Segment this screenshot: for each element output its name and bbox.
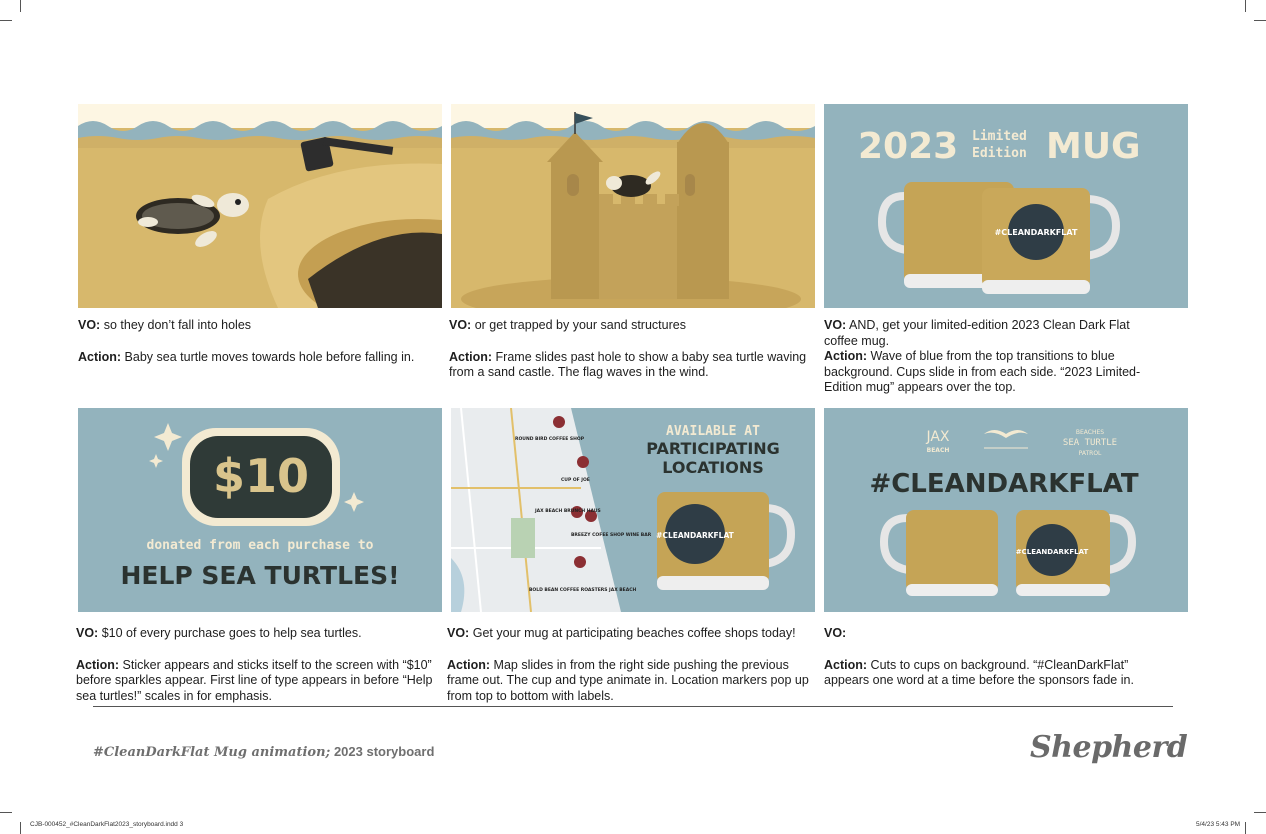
svg-text:SEA TURTLE: SEA TURTLE <box>1062 438 1118 448</box>
panel-3-caption <box>824 318 1164 396</box>
donation-line-2: HELP SEA TURTLES! <box>120 561 400 590</box>
crop-mark <box>1245 0 1246 12</box>
action-text: Wave of blue from the top transitions to blue background. Cups slide in from each side. “2023 Limited-Edition mug” appears over the top. <box>824 349 1141 394</box>
location-label: CUP OF JOE <box>561 478 590 483</box>
location-label: ROUND BIRD COFFEE SHOP <box>515 437 585 442</box>
vo-label: VO: <box>449 318 472 332</box>
panel-5-caption <box>447 626 819 704</box>
action-text: Cuts to cups on background. “#CleanDarkFlat” appears one word at a time before the sponsors fade in. <box>824 657 1134 687</box>
svg-text:PATROL: PATROL <box>1078 450 1102 457</box>
vo-label: VO: <box>824 626 847 640</box>
storyboard-frame-5 <box>451 408 815 612</box>
document-title-rest: 2023 storyboard <box>333 744 435 759</box>
action-label: Action: <box>76 657 120 672</box>
panel-1-caption <box>78 318 450 365</box>
storyboard-frame-2 <box>451 104 815 308</box>
vo-text: AND, get your limited-edition 2023 Clean Dark Flat coffee mug. <box>824 318 1130 348</box>
document-title-italic: #CleanDarkFlat Mug animation; <box>93 745 331 760</box>
document-title <box>93 744 434 760</box>
crop-mark <box>0 20 12 21</box>
cup-label: #CLEANDARKFLAT <box>656 531 734 540</box>
vo-text: so they don’t fall into holes <box>103 318 252 332</box>
vo-text: Get your mug at participating beaches coffee shops today! <box>472 626 796 640</box>
mug-text: MUG <box>1046 126 1141 167</box>
action-text: Map slides in from the right side pushing the previous frame out. The cup and type animate in. Location markers pop up from top to bottom with labels. <box>447 657 809 703</box>
action-text: Sticker appears and sticks itself to the screen with “$10” before sparkles appear. First line of type appears in before “Help sea turtles!” scales in for emphasis. <box>76 657 433 703</box>
file-slug: CJB-000452_#CleanDarkFlat2023_storyboard.indd 3 <box>30 821 184 828</box>
limited-mug-illustration <box>824 104 1188 308</box>
donation-line-1: donated from each purchase to <box>146 538 374 553</box>
cup-label: #CLEANDARKFLAT <box>1015 548 1089 556</box>
turtle-hole-illustration <box>78 104 442 308</box>
headline-2: PARTICIPATING <box>646 439 780 458</box>
storyboard-frame-3 <box>824 104 1188 308</box>
location-label: BREEZY COFEE SHOP WINE BAR <box>571 533 652 538</box>
crop-mark <box>0 812 12 813</box>
sand-castle-illustration <box>451 104 815 308</box>
print-timestamp: 5/4/23 5:43 PM <box>1196 821 1241 828</box>
storyboard-frame-6 <box>824 408 1188 612</box>
crop-mark <box>20 822 21 834</box>
panel-6-caption <box>824 626 1164 689</box>
action-label: Action: <box>824 349 868 363</box>
hashtag-text: #CLEANDARKFLAT <box>869 469 1139 499</box>
location-label: JAX BEACH BRUNCH HAUS <box>535 509 601 514</box>
edition-text: Edition <box>972 146 1027 161</box>
storyboard-frame-4 <box>78 408 442 612</box>
action-label: Action: <box>78 349 122 364</box>
action-label: Action: <box>449 349 493 364</box>
cup-label: #CLEANDARKFLAT <box>994 228 1078 237</box>
vo-label: VO: <box>76 626 99 640</box>
crop-mark <box>1254 812 1266 813</box>
donation-illustration <box>78 408 442 612</box>
crop-mark <box>20 0 21 12</box>
vo-text: or get trapped by your sand structures <box>474 318 686 332</box>
action-text: Frame slides past hole to show a baby sea turtle waving from a sand castle. The flag waves in the wind. <box>449 349 807 379</box>
panel-4-caption <box>76 626 448 704</box>
action-label: Action: <box>824 657 868 672</box>
vo-text: $10 of every purchase goes to help sea turtles. <box>101 626 362 640</box>
storyboard-frame-1 <box>78 104 442 308</box>
vo-label: VO: <box>447 626 470 640</box>
action-label: Action: <box>447 657 491 672</box>
footer-divider <box>93 706 1173 707</box>
hashtag-illustration <box>824 408 1188 612</box>
crop-mark <box>1245 822 1246 834</box>
year-text: 2023 <box>858 126 959 167</box>
vo-label: VO: <box>824 318 847 332</box>
vo-label: VO: <box>78 318 101 332</box>
action-text: Baby sea turtle moves towards hole before falling in. <box>124 349 415 364</box>
sponsor-logo-jax-beach <box>925 429 949 454</box>
panel-2-caption <box>449 318 821 381</box>
amount-text: $10 <box>212 449 310 503</box>
crop-mark <box>1254 20 1266 21</box>
svg-text:BEACH: BEACH <box>926 447 950 454</box>
locations-map-illustration <box>451 408 815 612</box>
svg-text:JAX: JAX <box>926 429 950 445</box>
brand-logo: Shepherd <box>1030 730 1188 765</box>
limited-text: Limited <box>972 129 1027 144</box>
headline-3: LOCATIONS <box>662 458 764 477</box>
headline-1: AVAILABLE AT <box>666 424 760 439</box>
svg-text:BEACHES: BEACHES <box>1075 429 1105 436</box>
location-label: BOLD BEAN COFFEE ROASTERS JAX BEACH <box>529 588 637 593</box>
